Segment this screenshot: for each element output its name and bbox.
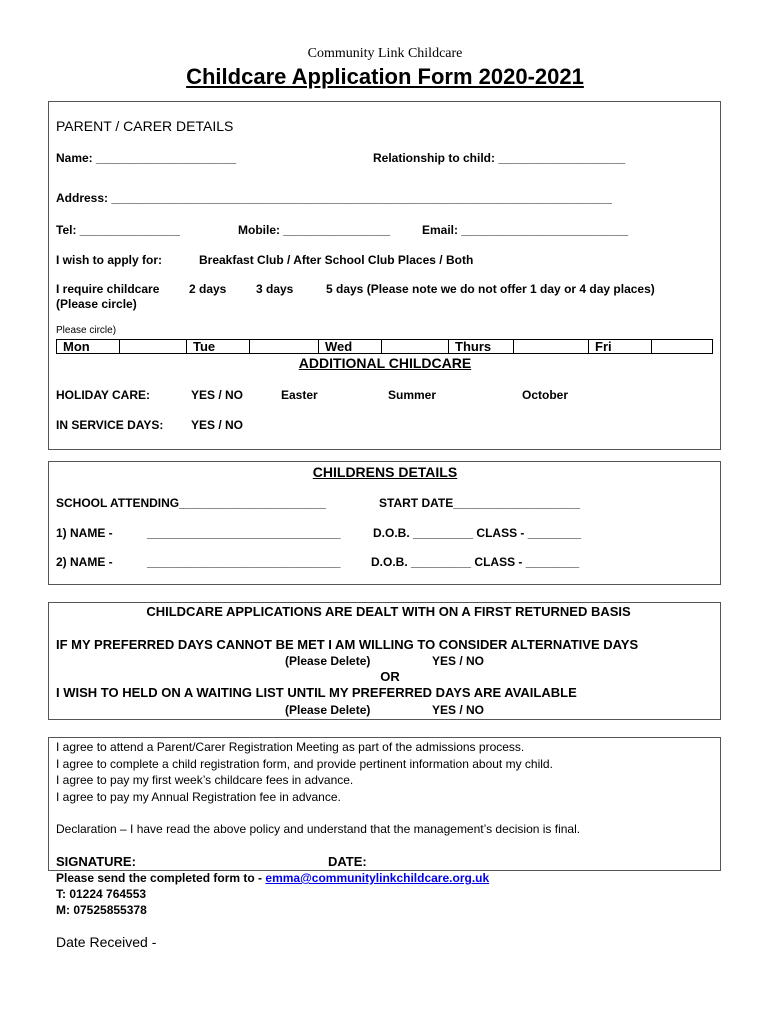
form-title: Childcare Application Form 2020-2021 <box>186 64 584 89</box>
apply-options[interactable]: Breakfast Club / After School Club Places / Both <box>199 253 474 267</box>
contact-mobile: M: 07525855378 <box>56 903 147 917</box>
contact-telephone: T: 01224 764553 <box>56 887 147 901</box>
relationship-field[interactable]: Relationship to child: ___________________ <box>373 151 626 165</box>
holiday-easter[interactable]: Easter <box>281 388 318 402</box>
day-thurs[interactable]: Thurs <box>449 340 514 354</box>
holiday-care-yesno[interactable]: YES / NO <box>191 388 244 402</box>
waiting-list-statement: I WISH TO HELD ON A WAITING LIST UNTIL MY PREFERRED DAYS ARE AVAILABLE <box>56 685 577 700</box>
additional-childcare-heading: ADDITIONAL CHILDCARE <box>298 355 472 371</box>
children-details-heading: CHILDRENS DETAILS <box>312 464 458 480</box>
day-mon-circle[interactable] <box>120 340 187 354</box>
or-separator: OR <box>380 669 400 684</box>
in-service-yesno[interactable]: YES / NO <box>191 418 244 432</box>
name-field[interactable]: Name: _____________________ <box>56 151 237 165</box>
days-table <box>56 339 713 354</box>
day-thurs-circle[interactable] <box>514 340 589 354</box>
child1-name-field[interactable]: _____________________________ <box>147 526 341 540</box>
first-returned-basis-notice: CHILDCARE APPLICATIONS ARE DEALT WITH ON A FIRST RETURNED BASIS <box>146 604 631 619</box>
day-fri[interactable]: Fri <box>589 340 652 354</box>
email-field[interactable]: Email: _________________________ <box>422 223 629 237</box>
send-form-label: Please send the completed form to - <box>56 871 266 885</box>
option-5-days[interactable]: 5 days (Please note we do not offer 1 day or 4 day places) <box>326 282 655 296</box>
agreement-line: I agree to pay my Annual Registration fee in advance. <box>56 789 341 804</box>
applications-section <box>48 602 721 720</box>
holiday-summer[interactable]: Summer <box>388 388 437 402</box>
agreement-line: I agree to attend a Parent/Carer Registration Meeting as part of the admissions process. <box>56 740 525 754</box>
date-received-field[interactable]: Date Received - <box>56 934 157 950</box>
child1-dob-class-field[interactable]: D.O.B. _________ CLASS - ________ <box>373 526 582 540</box>
agreement-list <box>56 739 553 805</box>
day-tue-circle[interactable] <box>250 340 319 354</box>
option-2-days[interactable]: 2 days <box>189 282 227 296</box>
alternative-days-yesno[interactable]: YES / NO <box>432 654 485 668</box>
day-wed-circle[interactable] <box>382 340 449 354</box>
holiday-care-label: HOLIDAY CARE: <box>56 388 151 402</box>
child2-name-field[interactable]: _____________________________ <box>147 555 341 569</box>
require-label: I require childcare <box>56 282 160 296</box>
school-attending-field[interactable]: SCHOOL ATTENDING______________________ <box>56 496 326 510</box>
alternative-days-statement: IF MY PREFERRED DAYS CANNOT BE MET I AM WILLING TO CONSIDER ALTERNATIVE DAYS <box>56 637 639 652</box>
agreement-line: I agree to complete a child registration form, and provide pertinent information about my child. <box>56 756 553 771</box>
start-date-field[interactable]: START DATE___________________ <box>379 496 581 510</box>
declaration-text: Declaration – I have read the above policy and understand that the management’s decision is final. <box>56 822 581 836</box>
child1-name-label: 1) NAME - <box>56 526 113 540</box>
date-field[interactable]: DATE: <box>328 854 367 869</box>
day-mon[interactable]: Mon <box>57 340 120 354</box>
agreement-line: I agree to pay my first week’s childcare fees in advance. <box>56 773 354 787</box>
day-tue[interactable]: Tue <box>187 340 250 354</box>
holiday-october[interactable]: October <box>522 388 569 402</box>
waiting-list-yesno[interactable]: YES / NO <box>432 703 485 717</box>
please-delete-2: (Please Delete) <box>285 703 371 717</box>
day-wed[interactable]: Wed <box>319 340 382 354</box>
require-label-note: (Please circle) <box>56 297 137 311</box>
mobile-field[interactable]: Mobile: ________________ <box>238 223 391 237</box>
tel-field[interactable]: Tel: _______________ <box>56 223 180 237</box>
parent-carer-heading: PARENT / CARER DETAILS <box>56 118 234 134</box>
day-fri-circle[interactable] <box>652 340 713 354</box>
child2-dob-class-field[interactable]: D.O.B. _________ CLASS - ________ <box>371 555 580 569</box>
send-form-line <box>56 871 489 885</box>
child2-name-label: 2) NAME - <box>56 555 113 569</box>
please-delete-1: (Please Delete) <box>285 654 371 668</box>
in-service-label: IN SERVICE DAYS: <box>56 418 164 432</box>
circle-note: Please circle) <box>56 325 117 336</box>
address-field[interactable]: Address: ___________________________________________________________________________ <box>56 191 612 205</box>
option-3-days[interactable]: 3 days <box>256 282 294 296</box>
apply-label: I wish to apply for: <box>56 253 163 267</box>
signature-field[interactable]: SIGNATURE: <box>56 854 136 869</box>
email-link[interactable]: emma@communitylinkchildcare.org.uk <box>265 871 490 885</box>
org-name: Community Link Childcare <box>307 46 463 61</box>
